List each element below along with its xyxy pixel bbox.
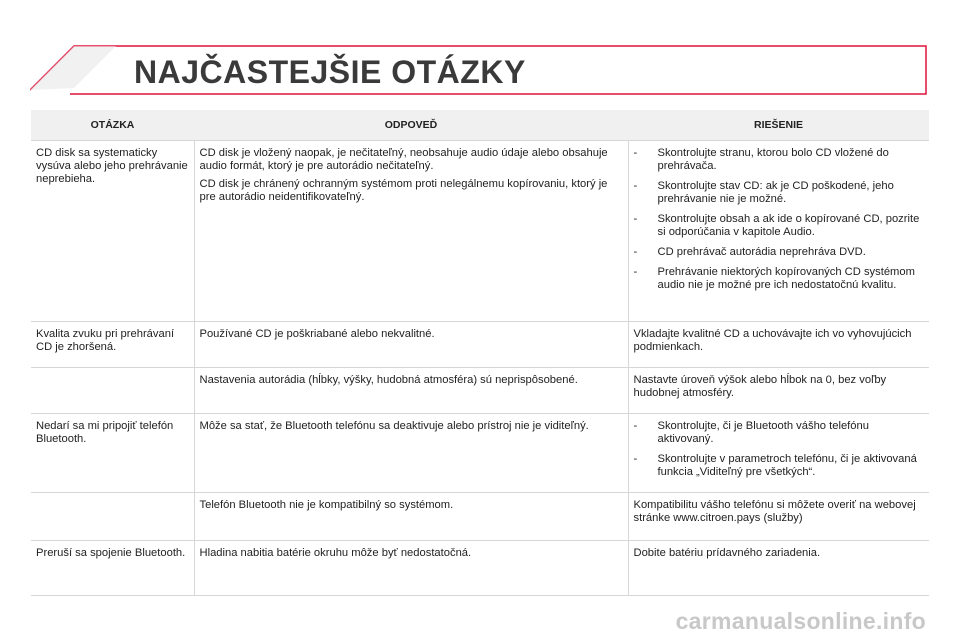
solution-cell <box>628 541 929 596</box>
solution-text: Skontrolujte, či je Bluetooth vášho telefónu aktivovaný. <box>657 420 869 445</box>
solution-list <box>634 420 925 479</box>
question-cell <box>31 368 194 414</box>
question-cell <box>31 141 194 322</box>
dash-bullet: - <box>633 266 638 278</box>
question-text: Nedarí sa mi pripojiť telefón Bluetooth. <box>36 420 174 445</box>
question-text: Preruší sa spojenie Bluetooth. <box>36 547 186 559</box>
solution-text: Skontrolujte stav CD: ak je CD poškodené, jeho prehrávanie nie je možné. <box>657 180 894 205</box>
list-item <box>634 266 925 292</box>
solution-text: Kompatibilitu vášho telefónu si môžete overiť na webovej stránke www.citroen.pays (služby) <box>633 499 916 524</box>
list-item <box>634 420 925 446</box>
table-row <box>31 368 929 414</box>
list-item <box>634 453 925 479</box>
answer-text: Môže sa stať, že Bluetooth telefónu sa deaktivuje alebo prístroj nie je viditeľný. <box>199 420 589 432</box>
watermark: carmanualsonline.info <box>675 608 926 634</box>
dash-bullet: - <box>633 147 638 159</box>
dash-bullet: - <box>633 420 638 432</box>
answer-text: CD disk je chránený ochranným systémom proti nelegálnemu kopírovaniu, ktorý je pre autorádio neidentifikovateľný. <box>199 178 608 203</box>
list-item <box>634 213 925 239</box>
question-cell <box>31 414 194 493</box>
column-header-answer: ODPOVEĎ <box>194 110 628 141</box>
list-item <box>634 180 925 206</box>
list-item <box>634 246 925 259</box>
answer-cell <box>194 493 628 541</box>
answer-cell <box>194 414 628 493</box>
list-item <box>634 147 925 173</box>
solution-cell <box>628 322 929 368</box>
solution-text: Skontrolujte v parametroch telefónu, či je aktivovaná funkcia „Viditeľný pre všetkých“. <box>657 453 917 478</box>
dash-bullet: - <box>633 246 638 258</box>
table-header-row <box>31 110 929 141</box>
solution-text: CD prehrávač autorádia neprehráva DVD. <box>657 246 866 258</box>
solution-text: Skontrolujte obsah a ak ide o kopírované CD, pozrite si odporúčania v kapitole Audio. <box>657 213 920 238</box>
dash-bullet: - <box>633 180 638 192</box>
solution-text: Skontrolujte stranu, ktorou bolo CD vložené do prehrávača. <box>657 147 889 172</box>
answer-text: Nastavenia autorádia (hĺbky, výšky, hudobná atmosféra) sú neprispôsobené. <box>199 374 578 386</box>
column-header-question: OTÁZKA <box>31 110 194 141</box>
question-text: Kvalita zvuku pri prehrávaní CD je zhoršená. <box>36 328 175 353</box>
page-title: NAJČASTEJŠIE OTÁZKY <box>134 54 526 90</box>
question-cell <box>31 322 194 368</box>
solution-list <box>634 147 925 292</box>
table-row <box>31 493 929 541</box>
solution-text: Prehrávanie niektorých kopírovaných CD systémom audio nie je možné pre ich nedostatočnú kvalitu. <box>657 266 915 291</box>
answer-text: Telefón Bluetooth nie je kompatibilný so systémom. <box>199 499 454 511</box>
solution-text: Vkladajte kvalitné CD a uchovávajte ich vo vyhovujúcich podmienkach. <box>633 328 912 353</box>
answer-cell <box>194 322 628 368</box>
answer-text: Používané CD je poškriabané alebo nekvalitné. <box>199 328 435 340</box>
solution-cell <box>628 493 929 541</box>
solution-text: Dobite batériu prídavného zariadenia. <box>633 547 821 559</box>
answer-cell <box>194 368 628 414</box>
answer-text: Hladina nabitia batérie okruhu môže byť nedostatočná. <box>199 547 472 559</box>
question-text: CD disk sa systematicky vysúva alebo jeho prehrávanie neprebieha. <box>36 147 188 185</box>
answer-text: CD disk je vložený naopak, je nečitateľný, neobsahuje audio údaje alebo obsahuje audio formát, ktorý je pre autorádio nečitateľný. <box>199 147 608 172</box>
table-row <box>31 541 929 596</box>
dash-bullet: - <box>633 453 638 465</box>
solution-text: Nastavte úroveň výšok alebo hĺbok na 0, bez voľby hudobnej atmosféry. <box>633 374 887 399</box>
answer-cell <box>194 141 628 322</box>
table-row <box>31 414 929 493</box>
solution-cell <box>628 368 929 414</box>
question-cell <box>31 493 194 541</box>
faq-table <box>31 110 929 596</box>
solution-cell <box>628 414 929 493</box>
column-header-solution: RIEŠENIE <box>628 110 929 141</box>
answer-cell <box>194 541 628 596</box>
table-row <box>31 141 929 322</box>
question-cell <box>31 541 194 596</box>
dash-bullet: - <box>633 213 638 225</box>
page-header <box>30 44 928 100</box>
table-row <box>31 322 929 368</box>
solution-cell <box>628 141 929 322</box>
